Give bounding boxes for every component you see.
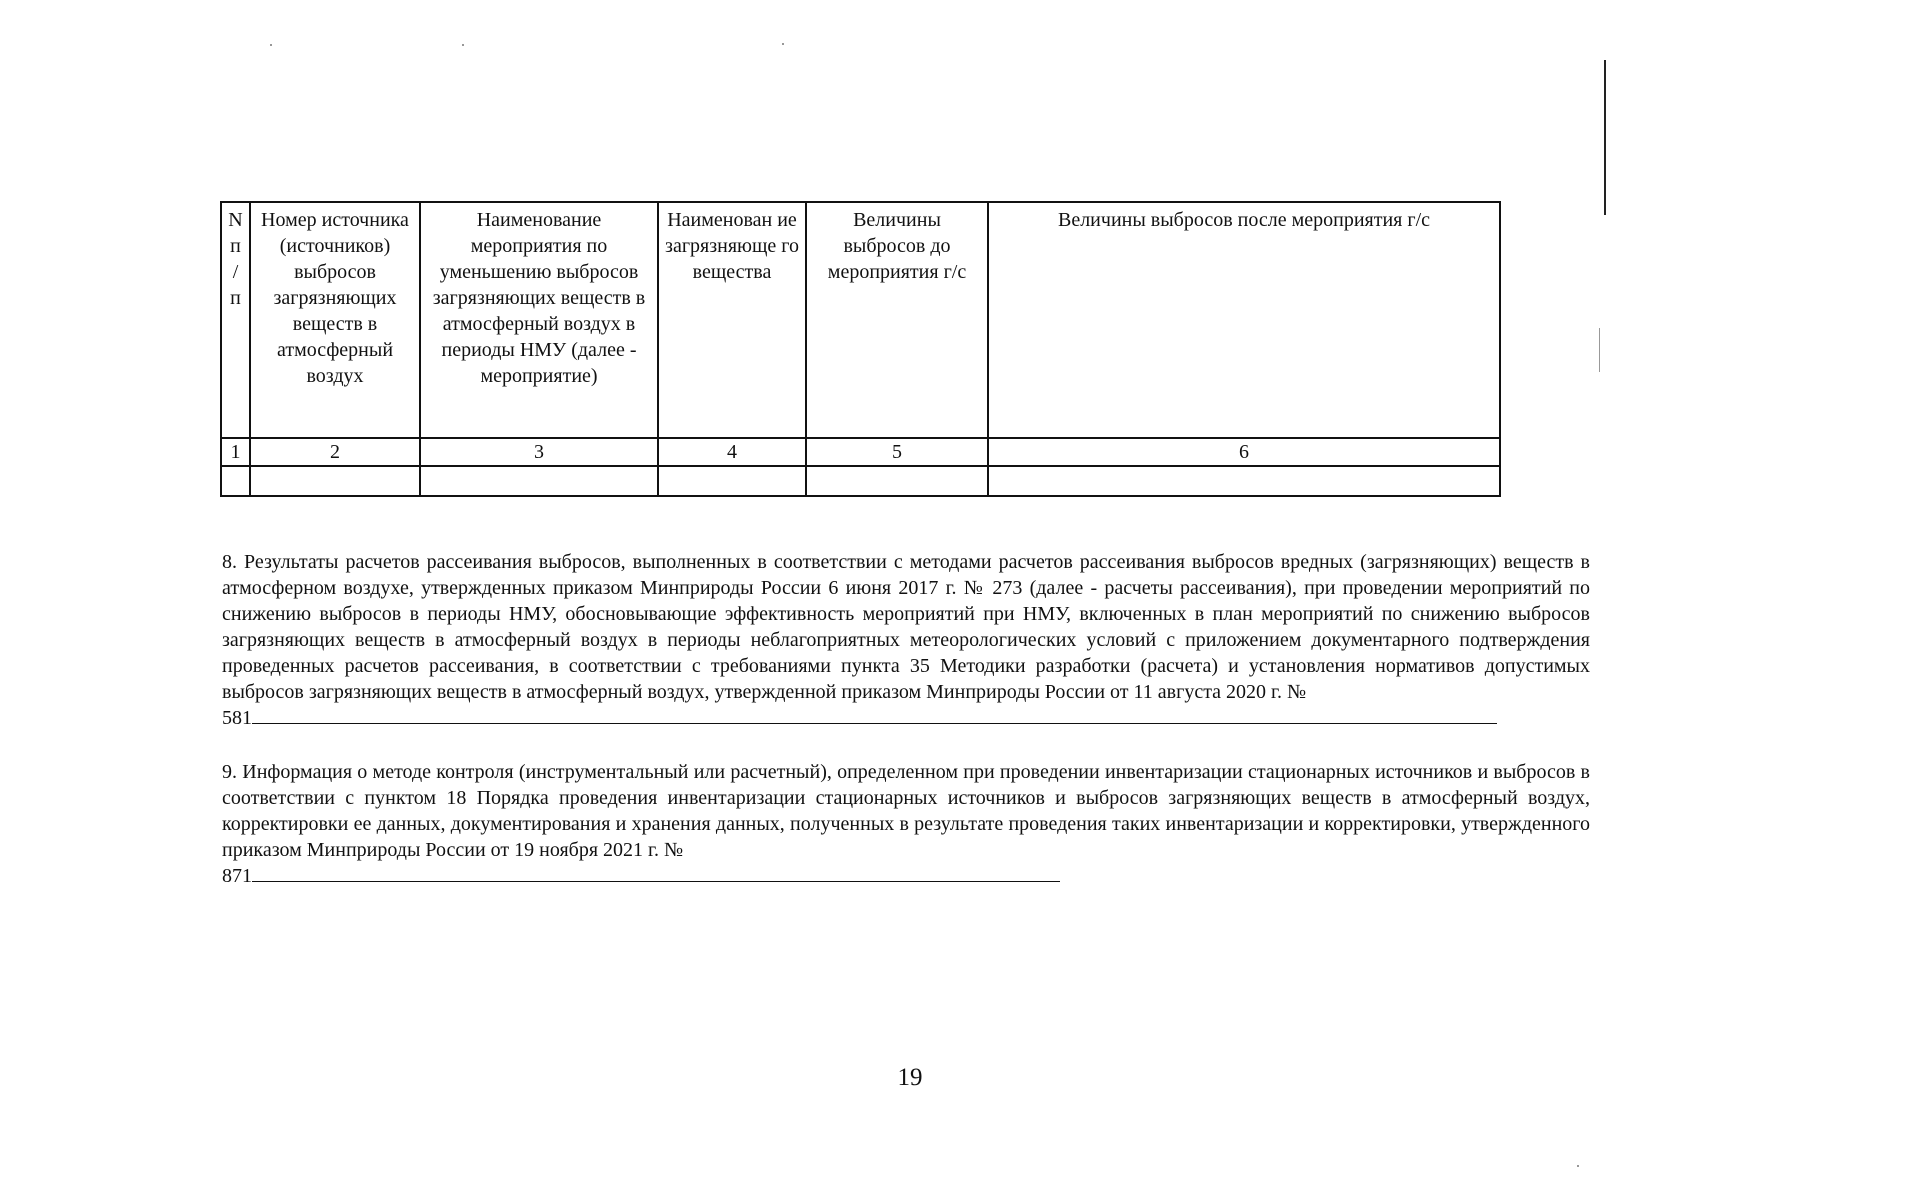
scan-edge-line	[1604, 60, 1606, 215]
table-empty-row	[221, 466, 1500, 496]
column-number: 4	[658, 438, 806, 466]
paragraph-9-text: 9. Информация о методе контроля (инструментальный или расчетный), определенном при проведении инвентаризации стационарных источников и выбросов в соответствии с пунктом 18 Порядка проведения инвентаризации стационарных источников и выбросов загрязняющих веществ в атмосферный воздух, корректировки ее данных, документирования и хранения данных, полученных в результате проведения таких инвентаризации и корректировки, утвержденного приказом Минприроды России от 19 ноября 2021 г. №	[222, 761, 1590, 861]
paragraph-8-number: 581	[222, 707, 252, 729]
paragraph-9	[222, 759, 1590, 889]
column-number: 3	[420, 438, 658, 466]
table-cell	[988, 466, 1500, 496]
scan-speck	[1577, 1165, 1579, 1167]
paragraph-8	[222, 549, 1590, 759]
header-cell-substance: Наименован ие загрязняюще го вещества	[658, 202, 806, 438]
header-cell-emissions-after: Величины выбросов после мероприятия г/с	[988, 202, 1500, 438]
measures-table	[220, 201, 1501, 497]
header-cell-number: N п / п	[221, 202, 250, 438]
table-cell	[658, 466, 806, 496]
table-cell	[250, 466, 420, 496]
table-cell	[221, 466, 250, 496]
scan-speck	[270, 44, 272, 46]
header-cell-emissions-before: Величины выбросов до мероприятия г/с	[806, 202, 988, 438]
paragraph-9-number: 871	[222, 865, 252, 887]
table-cell	[420, 466, 658, 496]
table-header-row	[221, 202, 1500, 438]
column-number: 2	[250, 438, 420, 466]
fill-in-line	[252, 863, 1060, 882]
paragraph-8-text: 8. Результаты расчетов рассеивания выбросов, выполненных в соответствии с методами расчетов рассеивания выбросов вредных (загрязняющих) веществ в атмосферном воздухе, утвержденных приказом Минприроды России 6 июня 2017 г. № 273 (далее - расчеты рассеивания), при проведении мероприятий по снижению выбросов в периоды НМУ, обосновывающие эффективность мероприятий при НМУ, включенных в план мероприятий по снижению выбросов загрязняющих веществ в атмосферный воздух в периоды неблагоприятных метеорологических условий с приложением документарного подтверждения проведенных расчетов рассеивания, в соответствии с требованиями пункта 35 Методики разработки (расчета) и установления нормативов допустимых выбросов загрязняющих веществ в атмосферный воздух, утвержденной приказом Минприроды России от 11 августа 2020 г. №	[222, 551, 1590, 703]
table-numbering-row	[221, 438, 1500, 466]
column-number: 5	[806, 438, 988, 466]
header-cell-measure: Наименование мероприятия по уменьшению выбросов загрязняющих веществ в атмосферный воздух в периоды НМУ (далее - мероприятие)	[420, 202, 658, 438]
header-cell-source: Номер источника (источников) выбросов загрязняющих веществ в атмосферный воздух	[250, 202, 420, 438]
scan-speck	[462, 44, 464, 46]
fill-in-line	[252, 705, 1497, 724]
column-number: 6	[988, 438, 1500, 466]
column-number: 1	[221, 438, 250, 466]
page-number: 19	[897, 1064, 923, 1091]
scan-edge-dash	[1599, 328, 1600, 372]
scan-speck	[782, 43, 784, 45]
table-cell	[806, 466, 988, 496]
